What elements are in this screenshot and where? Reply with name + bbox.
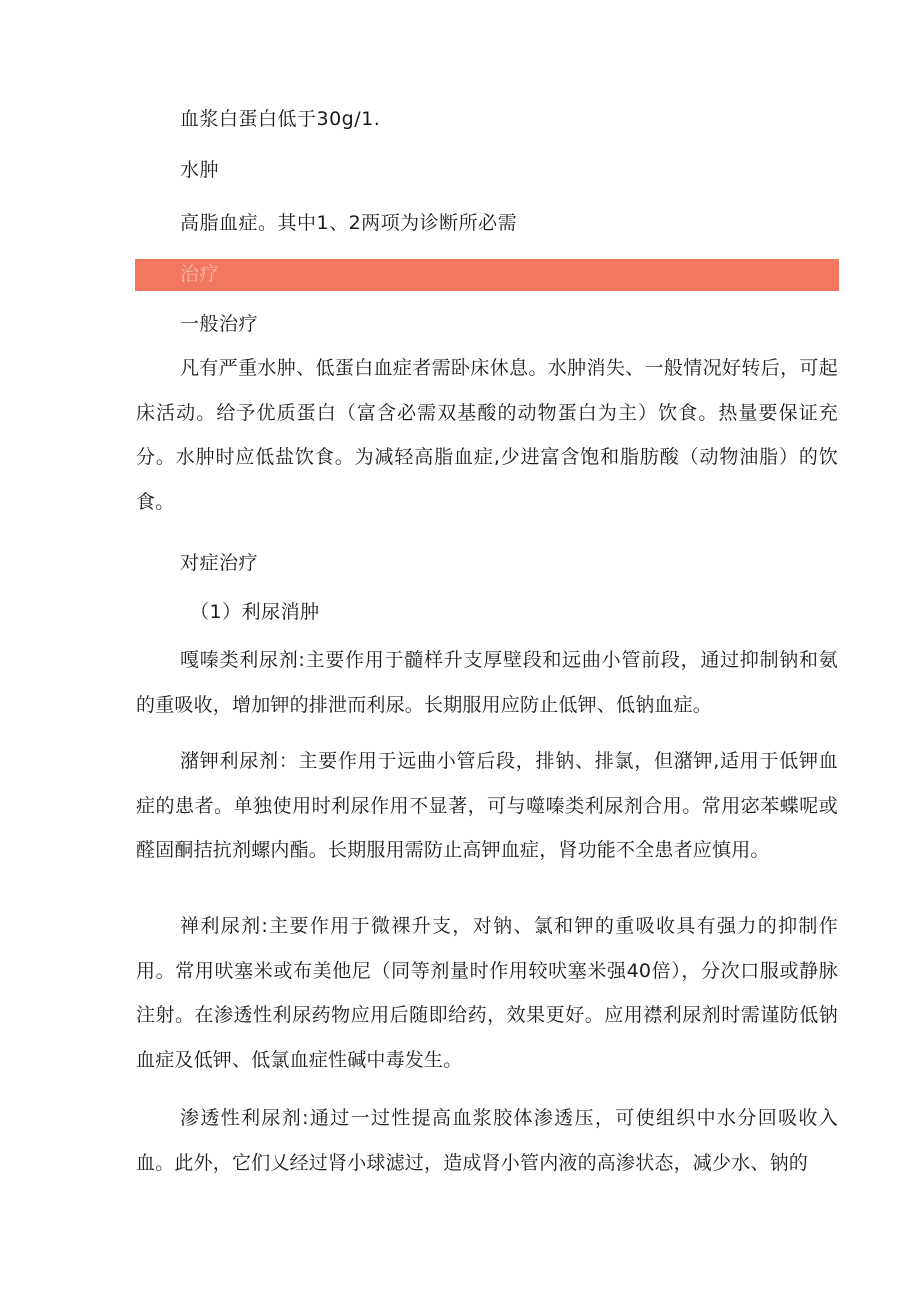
hyperlipidemia-criterion: 高脂血症。其中1、2两项为诊断所必需 xyxy=(180,212,518,234)
section-title: 治疗 xyxy=(180,263,220,285)
general-treatment-heading: 一般治疗 xyxy=(180,313,259,335)
loop-diuretic-paragraph: 禅利尿剂:主要作用于微裸升支，对钠、氯和钾的重吸收具有强力的抑制作用。常用吠塞米或布美他尼（同等剂量时作用较吠塞米强40倍），分次口服或静脉注射。在渗透性利尿药物应用后随即给药，效果更好。应用襟利尿剂时需谨防低钠血症及低钾、低氯血症性碱中毒发生。 xyxy=(136,915,838,1072)
osmotic-diuretic-paragraph: 渗透性利尿剂:通过一过性提高血浆胶体渗透压，可使组织中水分回吸收入血。此外，它们乂经过肾小球滤过，造成肾小管内液的高渗状态，减少水、钠的 xyxy=(136,1107,838,1174)
thiazide-paragraph: 嘎嗪类利尿剂:主要作用于髓样升支厚壁段和远曲小管前段，通过抑制钠和氨的重吸收，增加钾的排泄而利尿。长期服用应防止低钾、低钠血症。 xyxy=(136,649,838,716)
potassium-sparing-paragraph: 潴钾利尿剂：主要作用于远曲小管后段，排钠、排氯，但潴钾,适用于低钾血症的患者。单独使用时利尿作用不显著，可与噬嗪类利尿剂合用。常用宓苯蝶呢或醛固酮拮抗剂螺内酯。长期服用需防止高钾血症，肾功能不全患者应慎用。 xyxy=(136,750,838,862)
section-header-treatment xyxy=(135,259,839,291)
general-treatment-paragraph: 凡有严重水肿、低蛋白血症者需卧床休息。水肿消失、一般情况好转后，可起床活动。给予优质蛋白（富含必需双基酸的动物蛋白为主）饮食。热量要保证充分。水肿时应低盐饮食。为减轻高脂血症,少进富含饱和脂肪酸（动物油脂）的饮食。 xyxy=(136,357,838,514)
albumin-criterion: 血浆白蛋白低于30g/1. xyxy=(180,108,381,130)
diuresis-subheading: （1）利尿消肿 xyxy=(190,601,320,623)
edema-criterion: 水肿 xyxy=(180,159,220,181)
symptomatic-treatment-heading: 对症治疗 xyxy=(180,552,259,574)
